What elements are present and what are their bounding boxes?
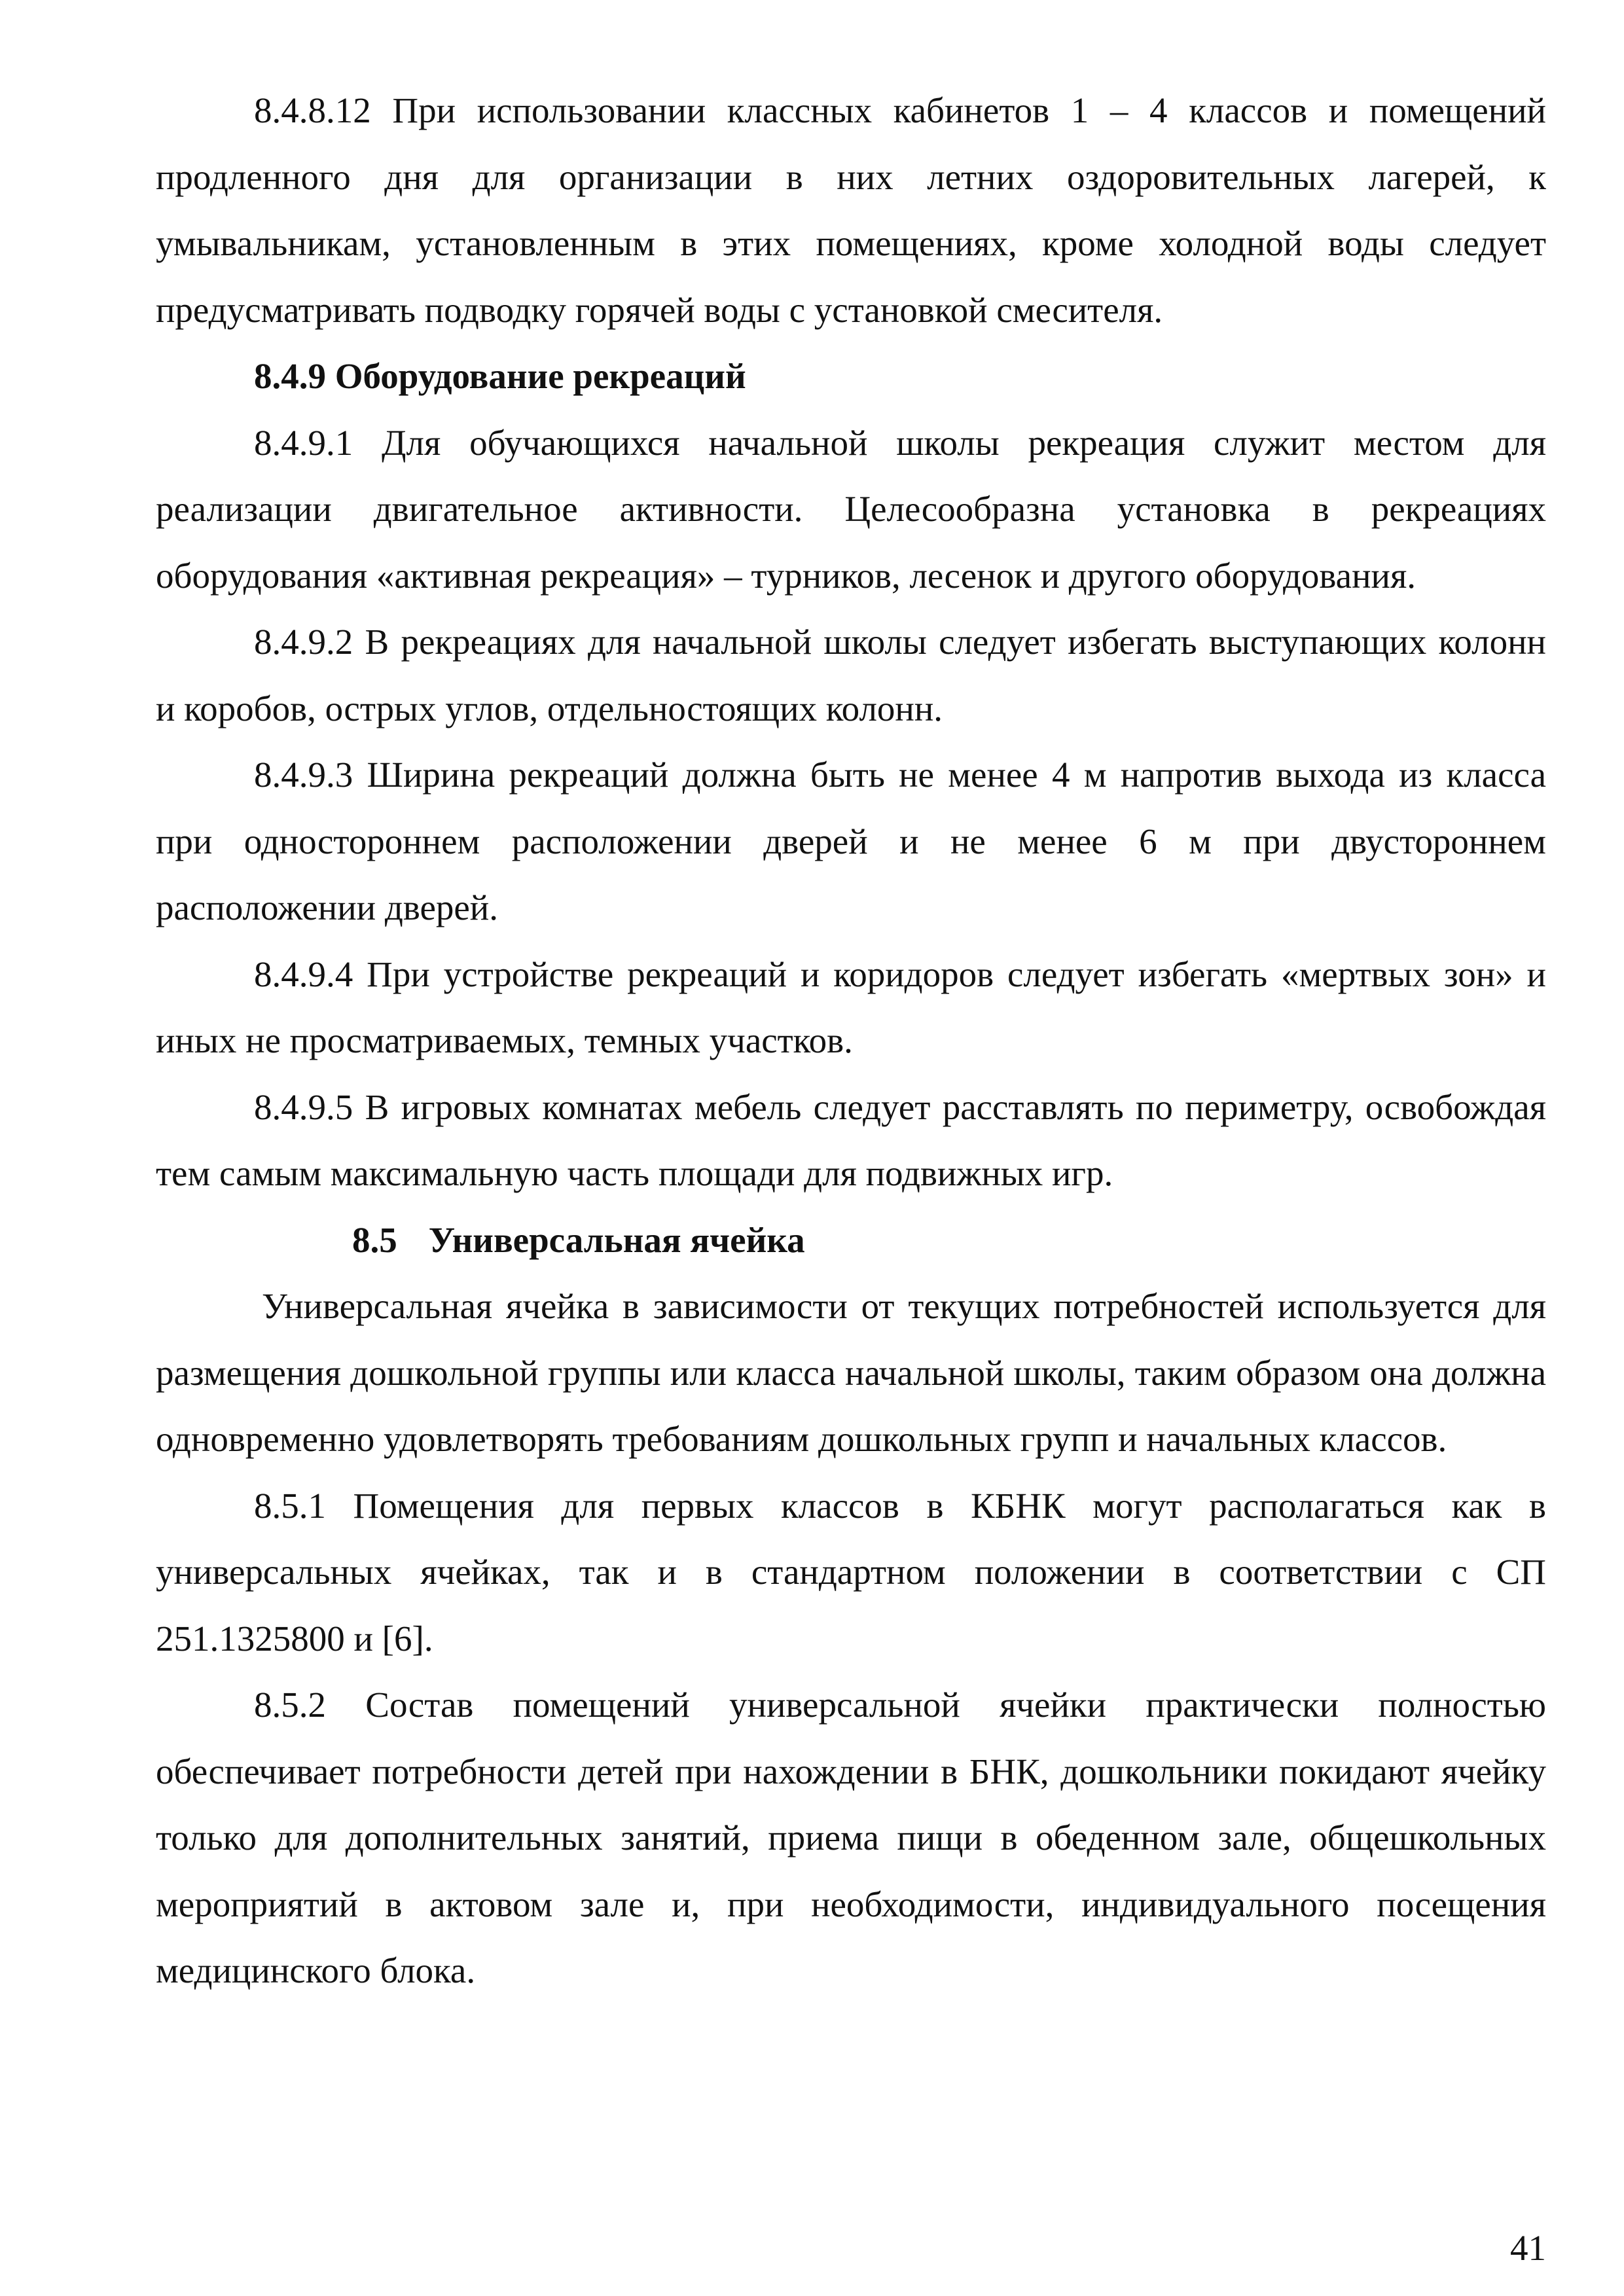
section-number: 8.5 — [352, 1219, 397, 1260]
paragraph-8-4-9-3: 8.4.9.3 Ширина рекреаций должна быть не менее 4 м напротив выхода из класса при одностороннем расположении дверей и не менее 6 м при двустороннем расположении дверей. — [156, 755, 1546, 927]
page-number: 41 — [1510, 2228, 1546, 2268]
paragraph-8-5-2: 8.5.2 Состав помещений универсальной ячейки практически полностью обеспечивает потребности детей при нахождении в БНК, дошкольники покидают ячейку только для дополнительных занятий, приема пищи в обеденном зале, общешкольных мероприятий в актовом зале и, при необходимости, индивидуального посещения медицинского блока. — [156, 1685, 1546, 1990]
section-heading-8-5 — [156, 1207, 1546, 1274]
paragraph-8-5-intro: Универсальная ячейка в зависимости от текущих потребностей используется для размещения дошкольной группы или класса начальной школы, таким образом она должна одновременно удовлетворять требованиям дошкольных групп и начальных классов. — [156, 1286, 1546, 1459]
paragraph-8-4-9-5: 8.4.9.5 В игровых комнатах мебель следует расставлять по периметру, освобождая тем самым максимальную часть площади для подвижных игр. — [156, 1086, 1546, 1193]
section-heading-8-4-9: 8.4.9 Оборудование рекреаций — [254, 356, 746, 396]
paragraph-8-4-9-2: 8.4.9.2 В рекреациях для начальной школы следует избегать выступающих колонн и коробов, острых углов, отдельностоящих колонн. — [156, 622, 1546, 728]
section-title: Универсальная ячейка — [428, 1219, 805, 1260]
paragraph-8-4-8-12: 8.4.8.12 При использовании классных кабинетов 1 – 4 классов и помещений продленного дня для организации в них летних оздоровительных лагерей, к умывальникам, установленным в этих помещениях, кроме холодной воды следует предусматривать подводку горячей воды с установкой смесителя. — [156, 90, 1546, 330]
paragraph-8-4-9-4: 8.4.9.4 При устройстве рекреаций и коридоров следует избегать «мертвых зон» и иных не просматриваемых, темных участков. — [156, 954, 1546, 1060]
paragraph-8-5-1: 8.5.1 Помещения для первых классов в КБНК могут располагаться как в универсальных ячейках, так и в стандартном положении в соответствии с СП 251.1325800 и [6]. — [156, 1485, 1546, 1659]
document-page — [156, 77, 1546, 2004]
paragraph-8-4-9-1: 8.4.9.1 Для обучающихся начальной школы рекреация служит местом для реализации двигательное активности. Целесообразна установка в рекреациях оборудования «активная рекреация» – турников, лесенок и другого оборудования. — [156, 422, 1546, 596]
